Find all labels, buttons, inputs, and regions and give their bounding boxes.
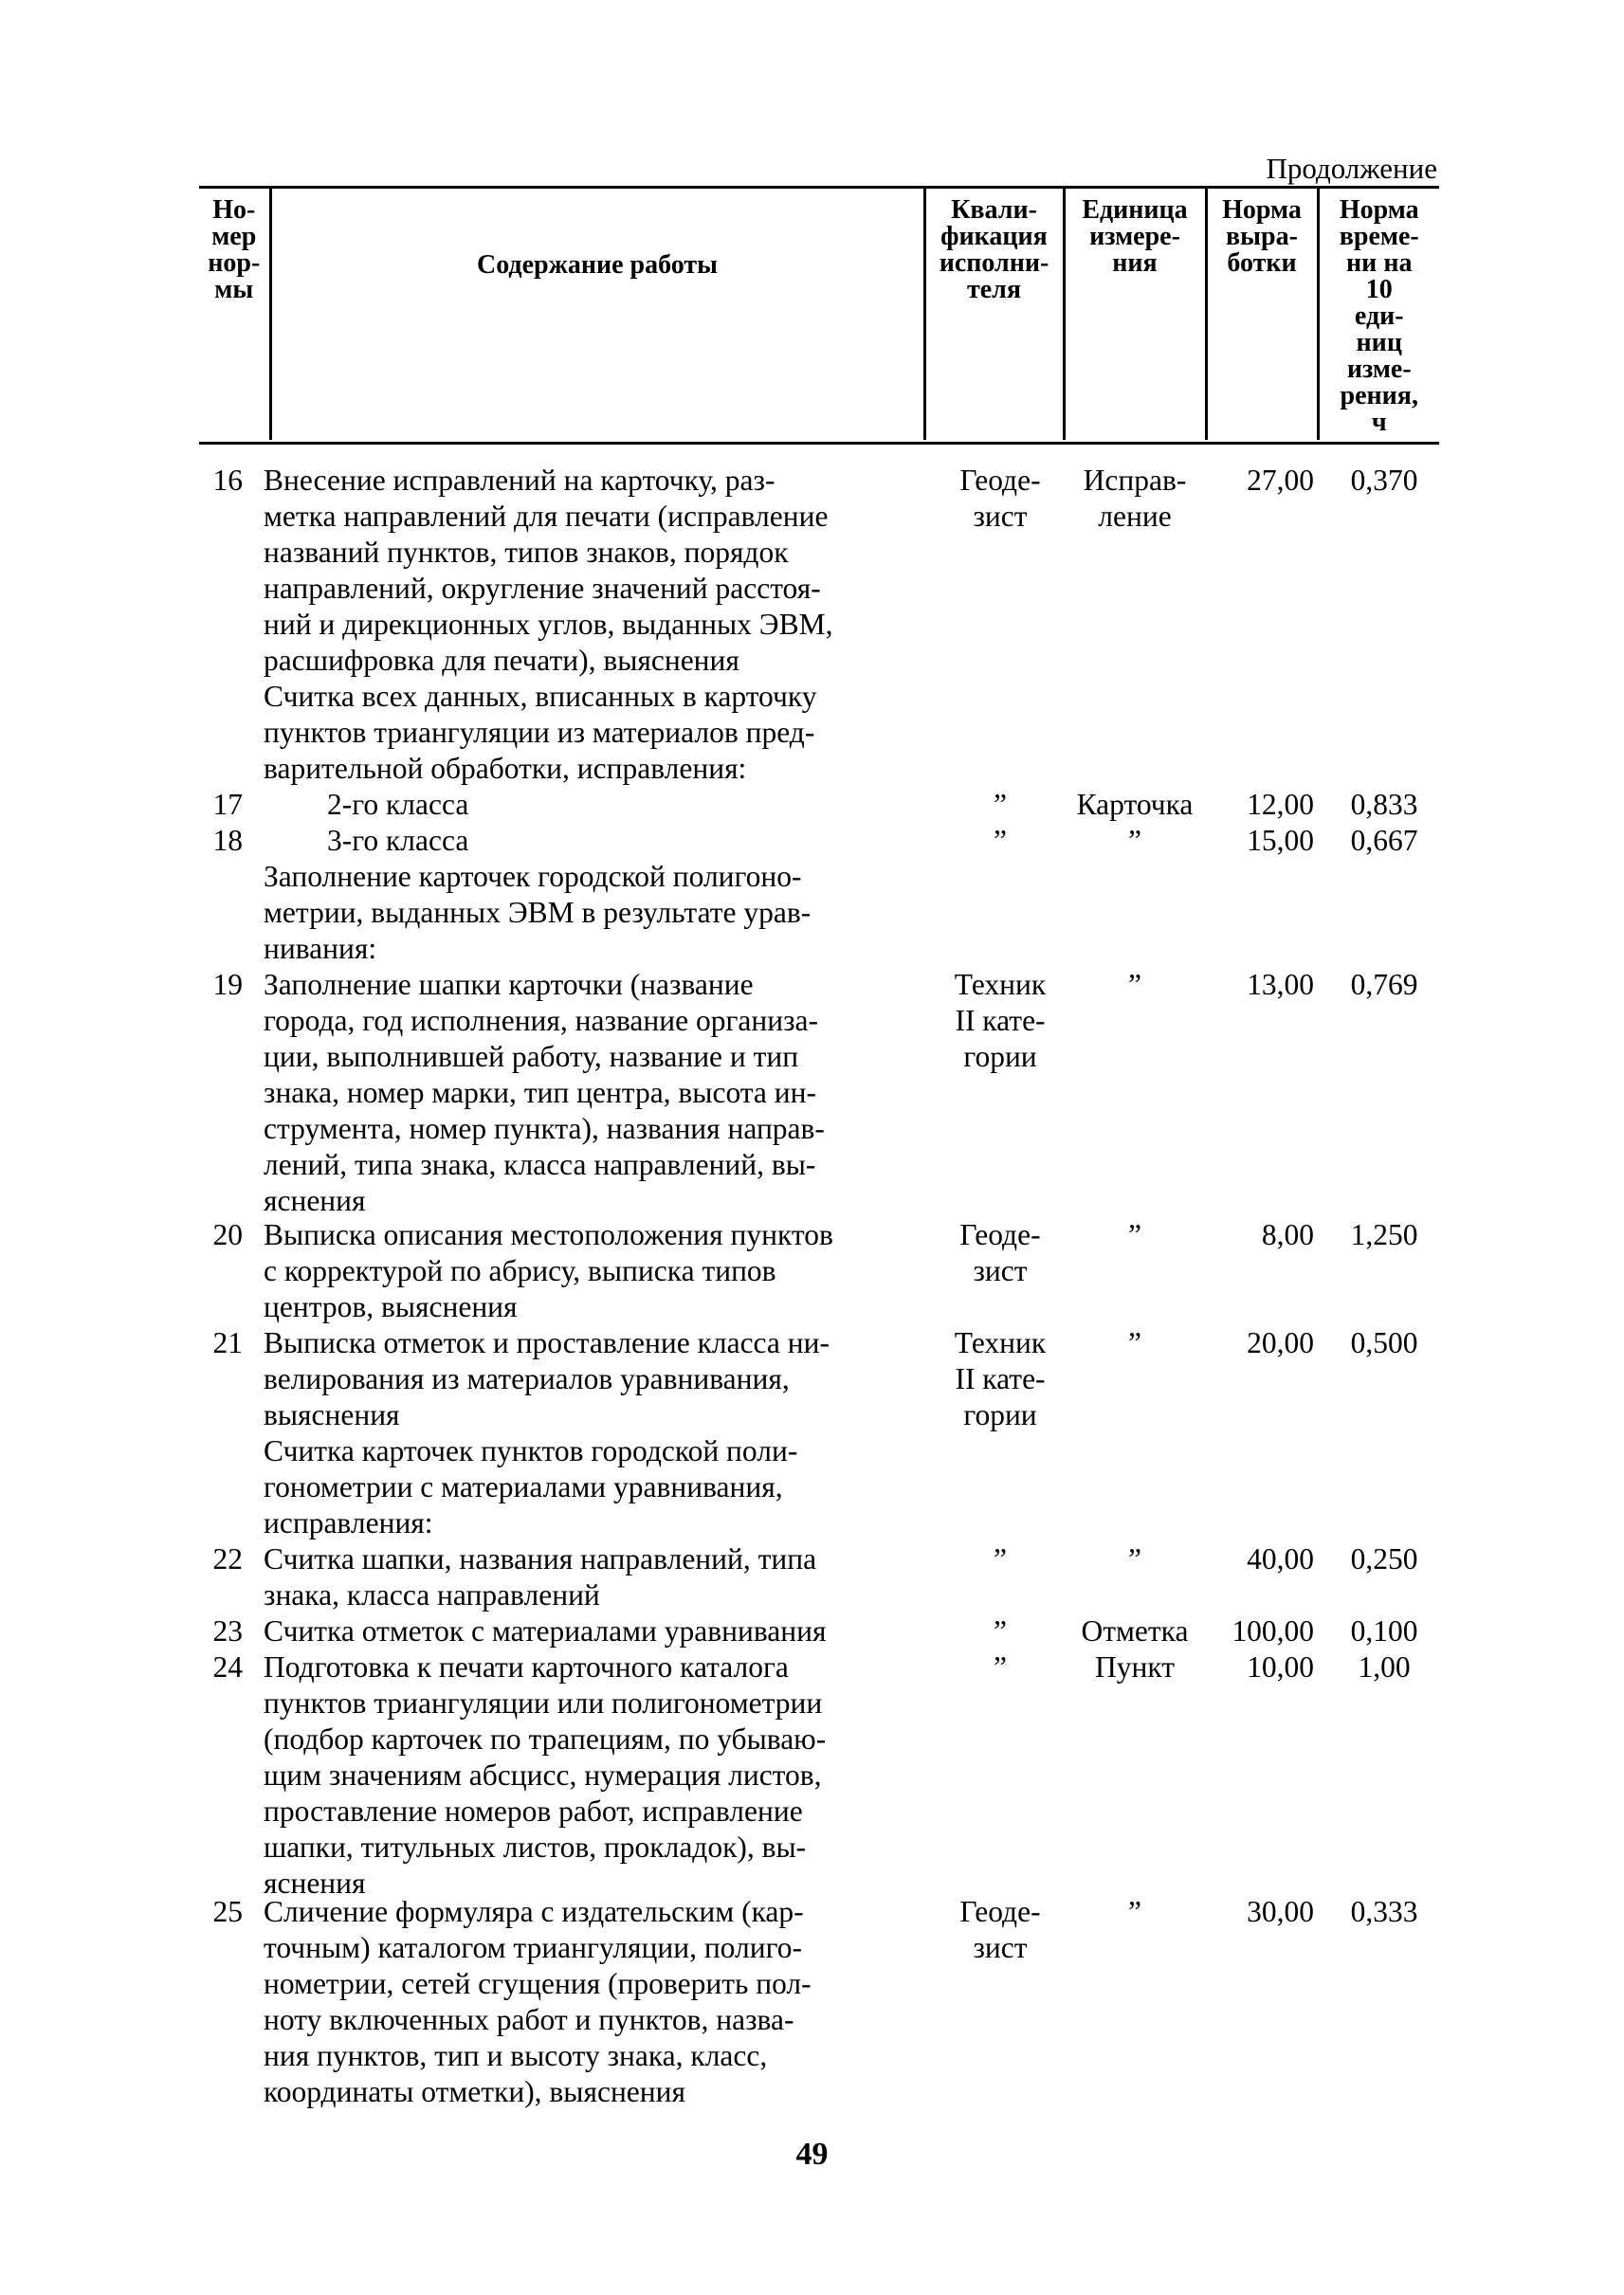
qualification <box>934 823 1067 859</box>
work-description-line: ния пунктов, тип и высоту знака, класс, <box>264 2039 768 2072</box>
work-description-line: Внесение исправлений на карточку, раз- <box>264 464 776 497</box>
header-time-text: Норма време- ни на 10 еди- ниц изме- рения, ч <box>1339 195 1419 437</box>
work-description <box>327 823 1000 859</box>
unit-of-measure <box>1060 679 1210 715</box>
time-norm <box>1327 859 1441 895</box>
unit-of-measure <box>1060 859 1210 895</box>
header-output <box>1206 186 1318 440</box>
norm-number-line <box>190 859 243 895</box>
qualification-line: гории <box>963 1040 1037 1073</box>
unit-of-measure-line: Карточка <box>1076 788 1194 821</box>
header-content-text: Содержание работы <box>476 250 719 280</box>
norm-number <box>190 859 243 895</box>
header-unit-text: Единица измере- ния <box>1082 195 1188 278</box>
norm-number <box>190 787 243 823</box>
norm-number <box>190 463 243 499</box>
qualification-line: Техник <box>954 968 1047 1001</box>
time-norm-line: 0,100 <box>1350 1614 1418 1648</box>
output-norm-line: 100,00 <box>1232 1614 1314 1648</box>
unit-of-measure-line: Отметка <box>1081 1614 1189 1648</box>
unit-of-measure <box>1060 463 1210 535</box>
work-description-line: ции, выполнившей работу, название и тип <box>264 1040 799 1073</box>
norm-number <box>190 823 243 859</box>
unit-of-measure-line: ” <box>1128 968 1141 1001</box>
unit-of-measure-line <box>1060 679 1210 715</box>
output-norm <box>1210 967 1314 1003</box>
work-description-line: пунктов триангуляции из материалов пред- <box>264 716 815 749</box>
work-description-line: лений, типа знака, класса направлений, вы- <box>264 1148 816 1181</box>
work-description-line: 3-го класса <box>327 824 469 857</box>
unit-of-measure-line: Пункт <box>1094 1650 1175 1684</box>
norm-number <box>190 679 243 715</box>
work-description-line: проставление номеров работ, исправление <box>264 1794 803 1828</box>
output-norm <box>1210 1613 1314 1649</box>
work-description-line: Выписка отметок и проставление класса ни- <box>264 1326 830 1359</box>
qualification <box>934 463 1067 535</box>
time-norm-line: 0,667 <box>1350 824 1418 857</box>
work-description-line: выяснения <box>264 1398 400 1431</box>
work-description-line: (подбор карточек по трапециям, по убываю- <box>264 1722 827 1756</box>
work-description-line: велирования из материалов уравнивания, <box>264 1362 790 1395</box>
work-description-line: центров, выяснения <box>264 1290 518 1323</box>
qualification <box>934 787 1067 823</box>
work-description-line: метка направлений для печати (исправление <box>264 500 829 533</box>
time-norm-line: 0,769 <box>1350 968 1418 1001</box>
norm-number-line: 17 <box>212 788 243 821</box>
work-description-line: 2-го класса <box>327 788 469 821</box>
time-norm-line: 1,00 <box>1358 1650 1411 1684</box>
qualification <box>934 1649 1067 1685</box>
time-norm <box>1327 967 1441 1003</box>
unit-of-measure <box>1060 1894 1210 1930</box>
time-norm <box>1327 1613 1441 1649</box>
header-content <box>270 186 924 440</box>
norm-number-line: 20 <box>212 1218 243 1251</box>
work-description <box>264 1613 937 1649</box>
work-description-line: ноту включенных работ и пунктов, назва- <box>264 2003 794 2036</box>
work-description-line: метрии, выданных ЭВМ в результате урав- <box>264 896 812 929</box>
unit-of-measure <box>1060 1433 1210 1469</box>
qualification <box>934 1217 1067 1289</box>
norm-number <box>190 1433 243 1469</box>
qualification <box>934 1894 1067 1966</box>
qualification-line: гории <box>963 1398 1037 1431</box>
qualification <box>934 679 1067 715</box>
work-description <box>264 1217 937 1325</box>
qualification-line: ” <box>994 1542 1007 1576</box>
work-description-line: знака, номер марки, тип центра, высота ин- <box>264 1076 816 1109</box>
header-qual <box>924 186 1064 440</box>
work-description-line: Считка карточек пунктов городской поли- <box>264 1434 798 1467</box>
header-output-text: Норма выра- ботки <box>1222 195 1302 278</box>
work-description-line: пунктов триангуляции или полигонометрии <box>264 1686 823 1720</box>
norm-number-line: 24 <box>212 1650 243 1684</box>
time-norm <box>1327 823 1441 859</box>
work-description <box>264 859 937 967</box>
header-bottom-rule <box>199 442 1439 445</box>
qualification-line <box>934 679 1067 715</box>
norm-number-line: 22 <box>212 1542 243 1576</box>
qualification <box>934 1325 1067 1433</box>
norm-number <box>190 1613 243 1649</box>
work-description-line: Заполнение карточек городской полигоно- <box>264 860 802 893</box>
work-description-line: нометрии, сетей сгущения (проверить пол- <box>264 1967 812 2000</box>
norm-number <box>190 1325 243 1361</box>
norm-number-line: 19 <box>212 968 243 1001</box>
time-norm-line <box>1327 1433 1441 1469</box>
work-description-line: направлений, округление значений расстоя- <box>264 572 821 605</box>
unit-of-measure-line: ” <box>1128 1326 1141 1359</box>
time-norm-line: 1,250 <box>1350 1218 1418 1251</box>
work-description-line: знака, класса направлений <box>264 1578 600 1612</box>
time-norm <box>1327 1433 1441 1469</box>
time-norm <box>1327 1325 1441 1361</box>
header-qual-text: Квали- фикация исполни- теля <box>939 195 1049 304</box>
time-norm-line: 0,833 <box>1350 788 1418 821</box>
work-description-line: исправления: <box>264 1506 433 1539</box>
qualification <box>934 1541 1067 1577</box>
work-description-line: Считка шапки, названия направлений, типа <box>264 1542 817 1576</box>
page-number: 49 <box>795 2137 829 2172</box>
time-norm <box>1327 1541 1441 1577</box>
unit-of-measure-line: ление <box>1098 500 1172 533</box>
unit-of-measure <box>1060 1613 1210 1649</box>
unit-of-measure-line <box>1060 859 1210 895</box>
output-norm <box>1210 1325 1314 1361</box>
norm-number <box>190 1894 243 1930</box>
output-norm-line: 8,00 <box>1261 1218 1314 1251</box>
work-description <box>264 1433 937 1541</box>
norm-number <box>190 1217 243 1253</box>
qualification-line: зист <box>973 500 1028 533</box>
norm-number <box>190 967 243 1003</box>
output-norm <box>1210 1894 1314 1930</box>
work-description-line: гонометрии с материалами уравнивания, <box>264 1470 783 1503</box>
norm-number-line: 18 <box>212 824 243 857</box>
time-norm <box>1327 679 1441 715</box>
norm-number-line <box>190 679 243 715</box>
unit-of-measure <box>1060 1325 1210 1361</box>
unit-of-measure <box>1060 1541 1210 1577</box>
work-description-line: струмента, номер пункта), названия направ- <box>264 1112 825 1145</box>
unit-of-measure-line: ” <box>1128 1895 1141 1928</box>
work-description-line: расшифровка для печати), выяснения <box>264 644 739 677</box>
output-norm <box>1210 679 1314 715</box>
qualification-line: зист <box>973 1931 1028 1964</box>
unit-of-measure-line: Исправ- <box>1083 464 1187 497</box>
work-description-line: нивания: <box>264 932 377 965</box>
time-norm <box>1327 787 1441 823</box>
time-norm <box>1327 463 1441 499</box>
unit-of-measure-line <box>1060 1433 1210 1469</box>
output-norm-line: 27,00 <box>1247 464 1314 497</box>
work-description-line: Заполнение шапки карточки (название <box>264 968 754 1001</box>
work-description <box>264 1325 937 1433</box>
time-norm-line: 0,250 <box>1350 1542 1418 1576</box>
output-norm <box>1210 1217 1314 1253</box>
time-norm <box>1327 1217 1441 1253</box>
output-norm <box>1210 823 1314 859</box>
header-num <box>199 186 270 440</box>
qualification <box>934 1433 1067 1469</box>
unit-of-measure <box>1060 1217 1210 1253</box>
norm-number <box>190 1649 243 1685</box>
output-norm <box>1210 859 1314 895</box>
time-norm-line: 0,370 <box>1350 464 1418 497</box>
qualification-line: Геоде- <box>959 1218 1041 1251</box>
work-description <box>264 967 937 1219</box>
output-norm-line <box>1210 679 1314 715</box>
work-description-line: щим значениям абсцисс, нумерация листов, <box>264 1758 822 1792</box>
output-norm <box>1210 787 1314 823</box>
work-description-line: Считка отметок с материалами уравнивания <box>264 1614 827 1648</box>
work-description-line: Подготовка к печати карточного каталога <box>264 1650 789 1684</box>
continuation-label: Продолжение <box>1266 152 1437 185</box>
work-description-line: Выписка описания местоположения пунктов <box>264 1218 833 1251</box>
qualification-line <box>934 859 1067 895</box>
work-description <box>264 463 937 679</box>
unit-of-measure <box>1060 823 1210 859</box>
output-norm-line: 13,00 <box>1247 968 1314 1001</box>
output-norm-line <box>1210 859 1314 895</box>
unit-of-measure <box>1060 967 1210 1003</box>
qualification-line <box>934 1433 1067 1469</box>
output-norm-line <box>1210 1433 1314 1469</box>
work-description-line: с корректурой по абрису, выписка типов <box>264 1254 776 1287</box>
qualification-line: Техник <box>954 1326 1047 1359</box>
work-description-line: города, год исполнения, название организа- <box>264 1004 818 1037</box>
work-description-line: точным) каталогом триангуляции, полиго- <box>264 1931 802 1964</box>
norm-number-line: 25 <box>212 1895 243 1928</box>
table-header <box>199 186 1439 440</box>
work-description-line: яснения <box>264 1867 366 1900</box>
output-norm <box>1210 1541 1314 1577</box>
work-description <box>264 1541 937 1613</box>
header-time <box>1318 186 1439 440</box>
work-description-line: яснения <box>264 1184 366 1217</box>
work-description-line: шапки, титульных листов, прокладок), вы- <box>264 1831 807 1864</box>
work-description-line: названий пунктов, типов знаков, порядок <box>264 536 789 569</box>
header-unit <box>1064 186 1206 440</box>
work-description-line: ний и дирекционных углов, выданных ЭВМ, <box>264 608 833 641</box>
qualification <box>934 1613 1067 1649</box>
time-norm-line <box>1327 679 1441 715</box>
qualification-line: ” <box>994 1650 1007 1684</box>
work-description <box>327 787 1000 823</box>
work-description-line: Считка всех данных, вписанных в карточку <box>264 680 817 713</box>
work-description <box>264 1649 937 1902</box>
unit-of-measure <box>1060 787 1210 823</box>
qualification-line: ” <box>994 788 1007 821</box>
work-description-line: варительной обработки, исправления: <box>264 752 747 785</box>
unit-of-measure <box>1060 1649 1210 1685</box>
norm-number-line: 16 <box>212 464 243 497</box>
output-norm-line: 30,00 <box>1247 1895 1314 1928</box>
qualification-line: II кате- <box>955 1004 1046 1037</box>
qualification-line: Геоде- <box>959 464 1041 497</box>
unit-of-measure-line: ” <box>1128 1218 1141 1251</box>
qualification-line: II кате- <box>955 1362 1046 1395</box>
norm-number-line <box>190 1433 243 1469</box>
time-norm-line <box>1327 859 1441 895</box>
work-description <box>264 679 937 787</box>
unit-of-measure-line: ” <box>1128 824 1141 857</box>
work-description-line: Сличение формуляра с издательским (кар- <box>264 1895 804 1928</box>
time-norm <box>1327 1894 1441 1930</box>
qualification-line: зист <box>973 1254 1028 1287</box>
work-description-line: координаты отметки), выяснения <box>264 2075 685 2108</box>
output-norm-line: 12,00 <box>1247 788 1314 821</box>
output-norm <box>1210 463 1314 499</box>
qualification-line: ” <box>994 1614 1007 1648</box>
time-norm <box>1327 1649 1441 1685</box>
norm-number <box>190 1541 243 1577</box>
qualification-line: Геоде- <box>959 1895 1041 1928</box>
unit-of-measure-line: ” <box>1128 1542 1141 1576</box>
qualification <box>934 967 1067 1075</box>
output-norm-line: 40,00 <box>1247 1542 1314 1576</box>
output-norm-line: 10,00 <box>1247 1650 1314 1684</box>
output-norm <box>1210 1433 1314 1469</box>
qualification <box>934 859 1067 895</box>
time-norm-line: 0,500 <box>1350 1326 1418 1359</box>
output-norm-line: 15,00 <box>1247 824 1314 857</box>
time-norm-line: 0,333 <box>1350 1895 1418 1928</box>
header-num-text: Но- мер нор- мы <box>208 195 261 304</box>
norm-number-line: 23 <box>212 1614 243 1648</box>
qualification-line: ” <box>994 824 1007 857</box>
output-norm <box>1210 1649 1314 1685</box>
work-description <box>264 1894 937 2110</box>
output-norm-line: 20,00 <box>1247 1326 1314 1359</box>
norm-number-line: 21 <box>212 1326 243 1359</box>
